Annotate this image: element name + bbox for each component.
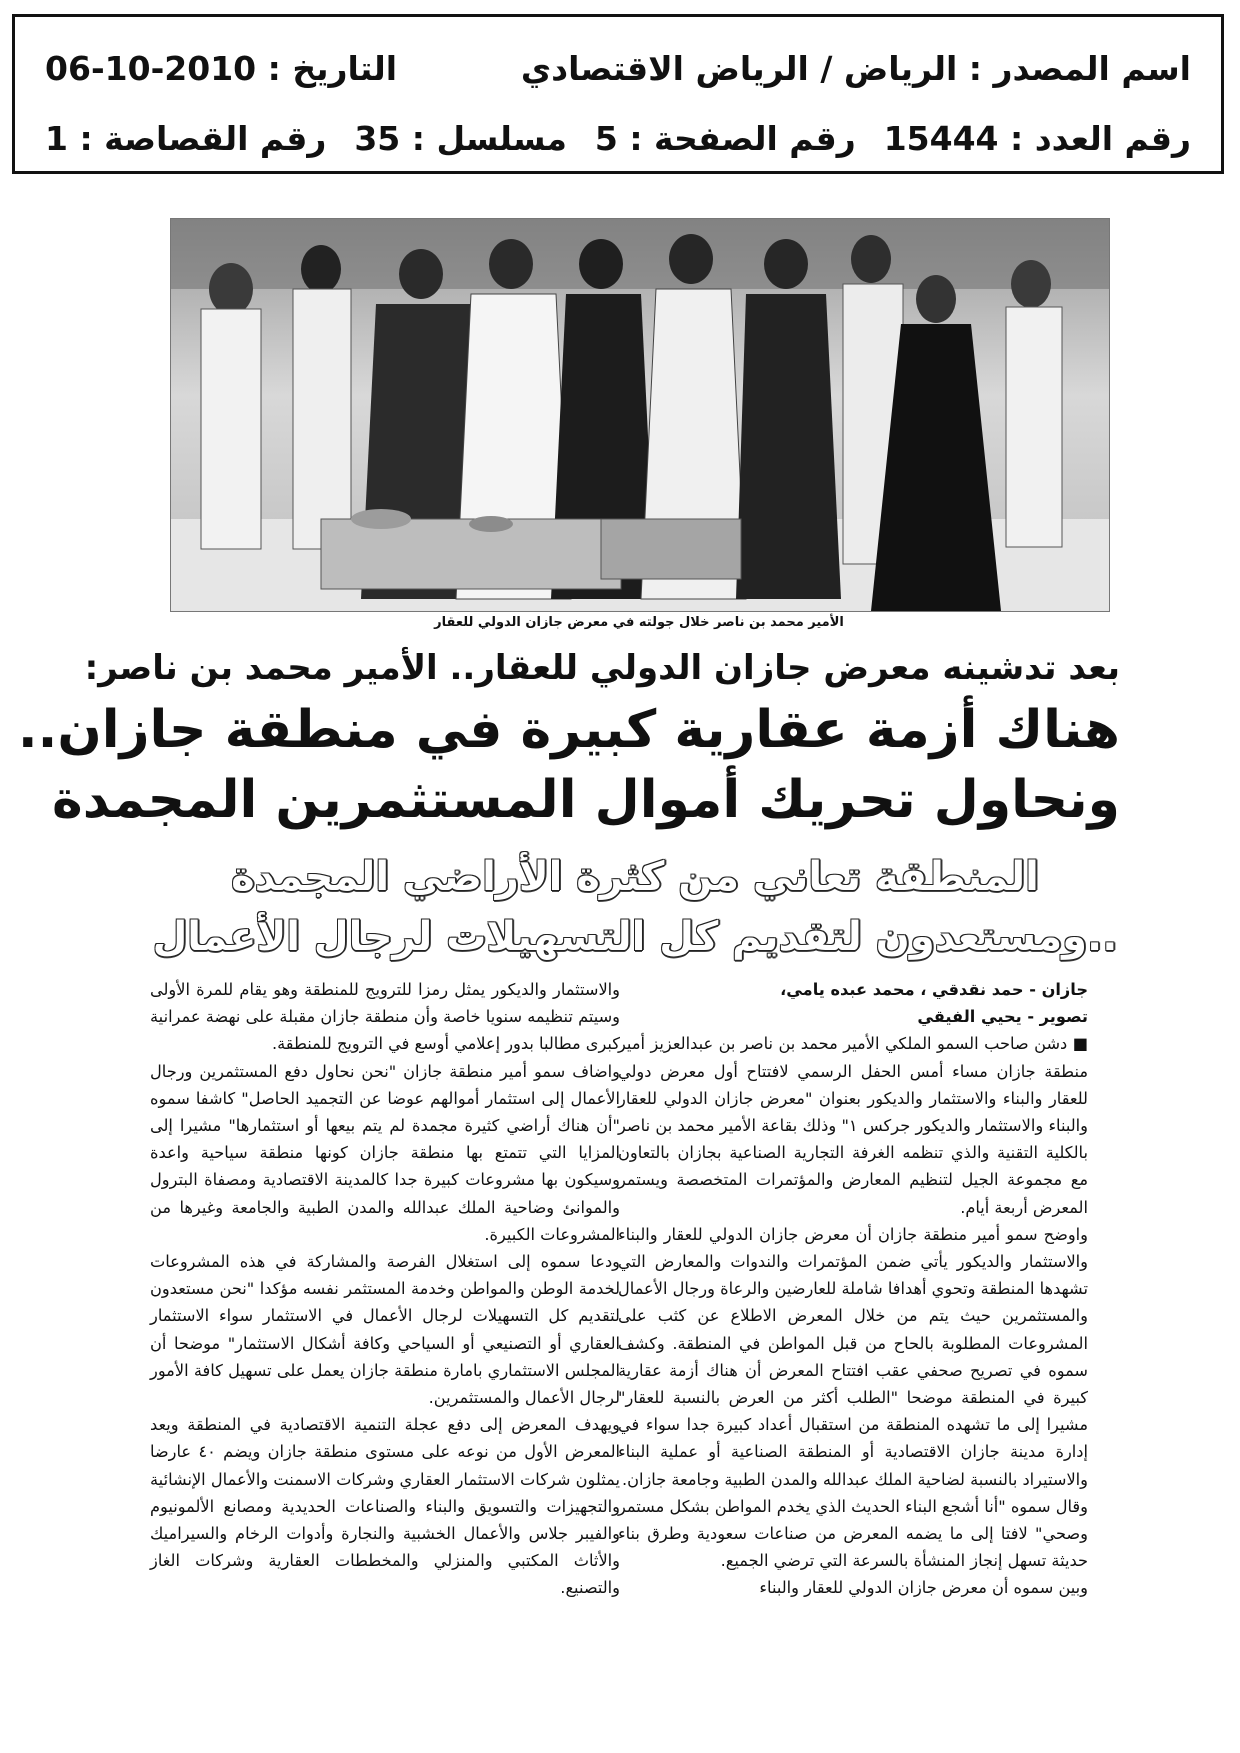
article-subhead-line-1: المنطقة تعاني من كثرة الأراضي المجمدة [231, 854, 1039, 900]
article-photo [170, 218, 1110, 612]
article-column-right [618, 976, 1088, 1602]
article-headline-line-1: هناك أزمة عقارية كبيرة في منطقة جازان.. [17, 700, 1120, 760]
paragraph: واضاف سمو أمير منطقة جازان "نحن نحاول دفع المستثمرين ورجال الأعمال إلى استثمار أموالهم عوضا عن التجميد الحاصل" كاشفا سموه "أن هناك أراضي كثيرة مجمدة لم يتم بيعها أو استثمارها" مشيرا إلى المزايا التي تتمتع بها منطقة جازان كونها منطقة سياحية واعدة وسيكون بها مشروعات كبيرة جدا كالمدينة الاقتصادية ومصفاة البترول والموانئ وضاحية الملك عبدالله والمدن الطبية والجامعة وغيرها من المشروعات الكبيرة. [150, 1061, 620, 1244]
paragraph: ويهدف المعرض إلى دفع عجلة التنمية الاقتصادية في المنطقة ويعد المعرض الأول من نوعه على مستوى منطقة جازان ويضم ٤٠ عارضا يمثلون شركات الاستثمار العقاري وشركات الاسمنت والأعمال الإنشائية والتجهيزات والتسويق والبناء والصناعات الحديدية ومصانع الألمونيوم والفيبر جلاس والأعمال الخشبية والنجارة وأدوات الرخام والسيراميك والأثاث المكتبي والمنزلي والمخططات العقارية وشركات الغاز والتصنيع. [150, 1415, 621, 1598]
date-label: التاريخ : 2010-10-06 [45, 48, 398, 88]
article-kicker: بعد تدشينه معرض جازان الدولي للعقار.. الأمير محمد بن ناصر: [84, 648, 1120, 688]
source-label: اسم المصدر : الرياض / الرياض الاقتصادي [520, 48, 1191, 88]
paragraph: ودعا سموه إلى استغلال الفرصة والمشاركة في هذه المشروعات لخدمة الوطن والمواطن وخدمة المستثمر نفسه مؤكدا "نحن مستعدون لتقديم كل التسهيلات لرجال الأعمال في الاستثمار سواء الاستثمار العقاري أو التصنيعي أو السياحي وكافة أشكال الاستثمار" موضحا أن المجلس الاستثماري بامارة منطقة جازان يعمل على تسهيل كافة الأمور لرجال الأعمال والمستثمرين. [150, 1252, 620, 1408]
article-subhead-line-2: ..ومستعدون لتقديم كل التسهيلات لرجال الأعمال [152, 914, 1118, 960]
article-column-left [150, 976, 620, 1602]
paragraph: وبين سموه أن معرض جازان الدولي للعقار والبناء [759, 1578, 1088, 1598]
paragraph: والاستثمار والديكور يمثل رمزا للترويج للمنطقة وهو يقام للمرة الأولى وسيتم تنظيمه سنويا خاصة وأن منطقة جازان مقبلة على نهضة عمرانية كبرى مطالبا بدور إعلامي أوسع في الترويج للمنطقة. [150, 980, 620, 1054]
byline-photographer: تصوير - يحيي الفيقي [917, 1007, 1088, 1027]
page-number-label: رقم الصفحة : 5 [594, 118, 856, 158]
clipping-number-label: رقم القصاصة : 1 [45, 118, 327, 158]
serial-number-label: مسلسل : 35 [354, 118, 567, 158]
byline-reporters: جازان - حمد نقدقي ، محمد عبده يامي، [780, 980, 1088, 999]
paragraph: ■ دشن صاحب السمو الملكي الأمير محمد بن ناصر بن عبدالعزيز أمير منطقة جازان مساء أمس الحفل الرسمي لافتتاح أول معرض دولي للعقار والبناء والاستثمار والديكور بعنوان "معرض جازان الدولي للعقار والبناء والاستثمار والديكور جركس ١" وذلك بقاعة الأمير محمد بن ناصر بالكلية التقنية والذي تنظمه الغرفة التجارية الصناعية بجازان بالتعاون مع مجموعة الجيل لتنظيم المعارض والمؤتمرات المتخصصة ويستمر المعرض أربعة أيام. [618, 1034, 1088, 1217]
article-byline [618, 976, 1088, 1030]
metadata-row-numbers [45, 111, 1191, 165]
metadata-row-source-date [45, 41, 1191, 95]
paragraph: واوضح سمو أمير منطقة جازان أن معرض جازان الدولي للعقار والبناء والاستثمار والديكور يأتي ضمن المؤتمرات والندوات والمعارض التي تشهدها المنطقة وتحوي أهدافا شاملة للعارضين والرعاة ورجال الأعمال والمستثمرين حيث يتم من خلال المعرض الاطلاع عن كثب على المشروعات المطلوبة بالحاح من قبل المواطن في المنطقة. وكشف سموه في تصريح صحفي عقب افتتاح المعرض أن هناك أزمة عقارية كبيرة في المنطقة موضحا "الطلب أكثر من العرض بالنسبة للعقار" مشيرا إلى ما تشهده المنطقة من استقبال أعداد كبيرة جدا سواء في إدارة مدينة جازان الاقتصادية أو المنطقة الصناعية أو عملية البناء والاستيراد بالنسبة لضاحية الملك عبدالله والمدن الطبية وجامعة جازان. [618, 1224, 1088, 1489]
paragraph: وقال سموه "أنا أشجع البناء الحديث الذي يخدم المواطن بشكل مستمر وصحي" لافتا إلى ما يضمه المعرض من صناعات سعودية وطرق بناء حديثة تسهل إنجاز المنشأة بالسرعة التي ترضي الجميع. [618, 1496, 1088, 1571]
clipping-metadata-box [12, 14, 1224, 174]
article-headline-line-2: ونحاول تحريك أموال المستثمرين المجمدة [52, 770, 1120, 830]
issue-number-label: رقم العدد : 15444 [883, 118, 1191, 158]
photo-caption: الأمير محمد بن ناصر خلال جولته في معرض جازان الدولي للعقار [434, 615, 844, 630]
